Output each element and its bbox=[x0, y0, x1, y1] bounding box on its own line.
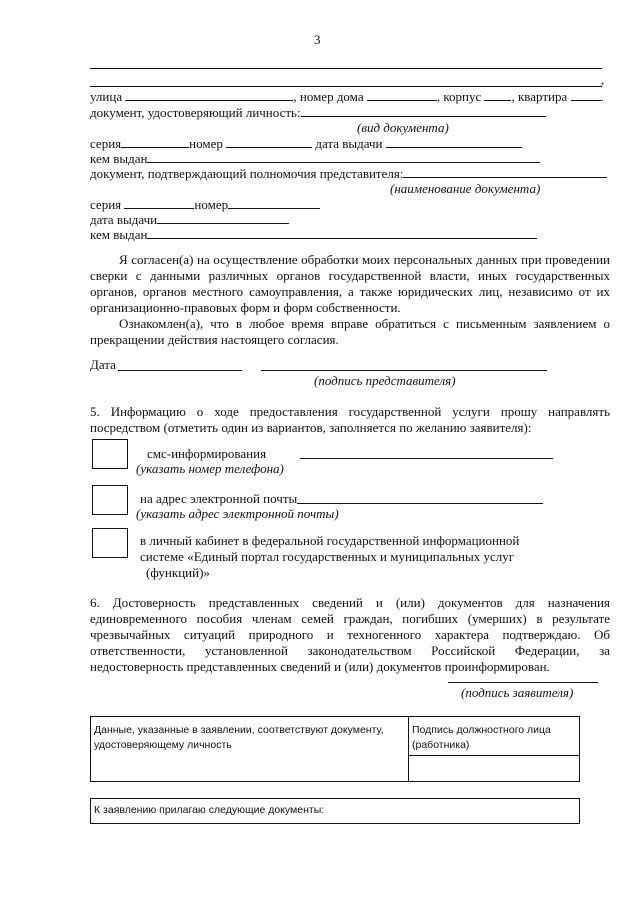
section6-text: 6. Достоверность представленных сведений и (или) документов для назначения единовременного пособия членам семей граждан, погибших (умерших) в результате чрезвычайных ситуаций природного и техногенного характера подтверждаю. Об ответственности, установленной законодательством Российской Федерации, за недостоверность представленных сведений и (или) документов проинформирован. bbox=[90, 595, 610, 674]
table-divider bbox=[408, 717, 409, 781]
apartment-label: квартира bbox=[517, 89, 568, 104]
rep-doc-hint: (наименование документа) bbox=[390, 181, 541, 196]
identity-number-field[interactable] bbox=[226, 136, 312, 148]
rep-signature-hint: (подпись представителя) bbox=[314, 373, 456, 388]
page-number: 3 bbox=[314, 32, 321, 47]
rep-date-line: дата выдачи bbox=[90, 212, 289, 228]
email-label: на адрес электронной почты bbox=[140, 491, 298, 506]
rep-series-field[interactable] bbox=[124, 197, 194, 209]
sms-checkbox[interactable] bbox=[92, 439, 128, 469]
applicant-signature-hint: (подпись заявителя) bbox=[461, 685, 574, 700]
attachments-label: К заявлению прилагаю следующие документы: bbox=[94, 804, 325, 816]
building-label: корпус bbox=[443, 89, 482, 104]
identity-issuedby-field[interactable] bbox=[147, 151, 540, 163]
rep-doc-label: документ, подтверждающий полномочия представителя: bbox=[90, 166, 404, 181]
rep-issuedby-line: кем выдан bbox=[90, 227, 537, 243]
street-label: улица bbox=[90, 89, 123, 104]
identity-doc-line bbox=[90, 105, 546, 121]
phone-field[interactable] bbox=[300, 458, 553, 459]
identity-doc-field[interactable] bbox=[301, 105, 546, 117]
apartment-field[interactable] bbox=[571, 89, 601, 101]
sms-label: смс-информирования bbox=[147, 446, 267, 461]
identity-doc-hint: (вид документа) bbox=[357, 120, 449, 135]
table-right-text: Подпись должностного лица (работника) bbox=[412, 724, 551, 751]
comma: , bbox=[601, 72, 605, 87]
blank-line bbox=[90, 86, 602, 87]
portal-line2: системе «Единый портал государственных и муниципальных услуг bbox=[140, 549, 515, 564]
portal-line1: в личный кабинет в федеральной государственной информационной bbox=[140, 533, 520, 548]
phone-hint: (указать номер телефона) bbox=[136, 461, 284, 476]
rep-series-line: серия номер bbox=[90, 197, 320, 213]
official-table bbox=[90, 716, 580, 782]
street-field[interactable] bbox=[125, 89, 293, 101]
rep-issuedby-field[interactable] bbox=[147, 227, 537, 239]
applicant-signature-field[interactable] bbox=[448, 682, 598, 683]
section5-text: 5. Информацию о ходе предоставления государственной услуги прошу направлять посредством (отметить один из вариантов, заполняется по желанию заявителя): bbox=[90, 404, 610, 435]
building-field[interactable] bbox=[484, 89, 511, 101]
email-checkbox[interactable] bbox=[92, 485, 128, 515]
address-line: улица , номер дома , корпус , квартира . bbox=[90, 89, 604, 104]
rep-doc-line bbox=[90, 166, 607, 182]
rep-signature-field[interactable] bbox=[261, 370, 547, 371]
consent-paragraph: Я согласен(а) на осуществление обработки моих персональных данных при проведении сверки с данными различных органов государственной власти, иных государственных органов, органов местного самоуправления, а также юридических лиц, независимо от их организационно-правовых форм и форм собственности. bbox=[90, 252, 610, 315]
identity-series-line: серия номер дата выдачи bbox=[90, 136, 522, 152]
table-signature-line[interactable] bbox=[408, 755, 579, 756]
identity-series-field[interactable] bbox=[121, 136, 189, 148]
identity-doc-label: документ, удостоверяющий личность: bbox=[90, 105, 301, 120]
rep-number-field[interactable] bbox=[228, 197, 320, 209]
identity-issuedby-line: кем выдан bbox=[90, 151, 540, 167]
table-left-text: Данные, указанные в заявлении, соответствуют документу, удостоверяющему личность bbox=[94, 724, 384, 751]
email-field[interactable] bbox=[297, 503, 543, 504]
rep-date-field[interactable] bbox=[157, 212, 289, 224]
blank-line bbox=[90, 68, 602, 69]
portal-line3: (функций)» bbox=[146, 565, 210, 580]
attachments-box[interactable] bbox=[90, 798, 580, 824]
portal-checkbox[interactable] bbox=[92, 528, 128, 558]
rep-doc-field[interactable] bbox=[403, 166, 607, 178]
acknowledgement-paragraph: Ознакомлен(а), что в любое время вправе обратиться с письменным заявлением о прекращении действия настоящего согласия. bbox=[90, 316, 610, 347]
house-label: номер дома bbox=[299, 89, 364, 104]
email-hint: (указать адрес электронной почты) bbox=[136, 506, 339, 521]
house-field[interactable] bbox=[367, 89, 437, 101]
date-field[interactable] bbox=[118, 370, 242, 371]
identity-date-field[interactable] bbox=[386, 136, 522, 148]
date-label: Дата bbox=[90, 357, 116, 372]
